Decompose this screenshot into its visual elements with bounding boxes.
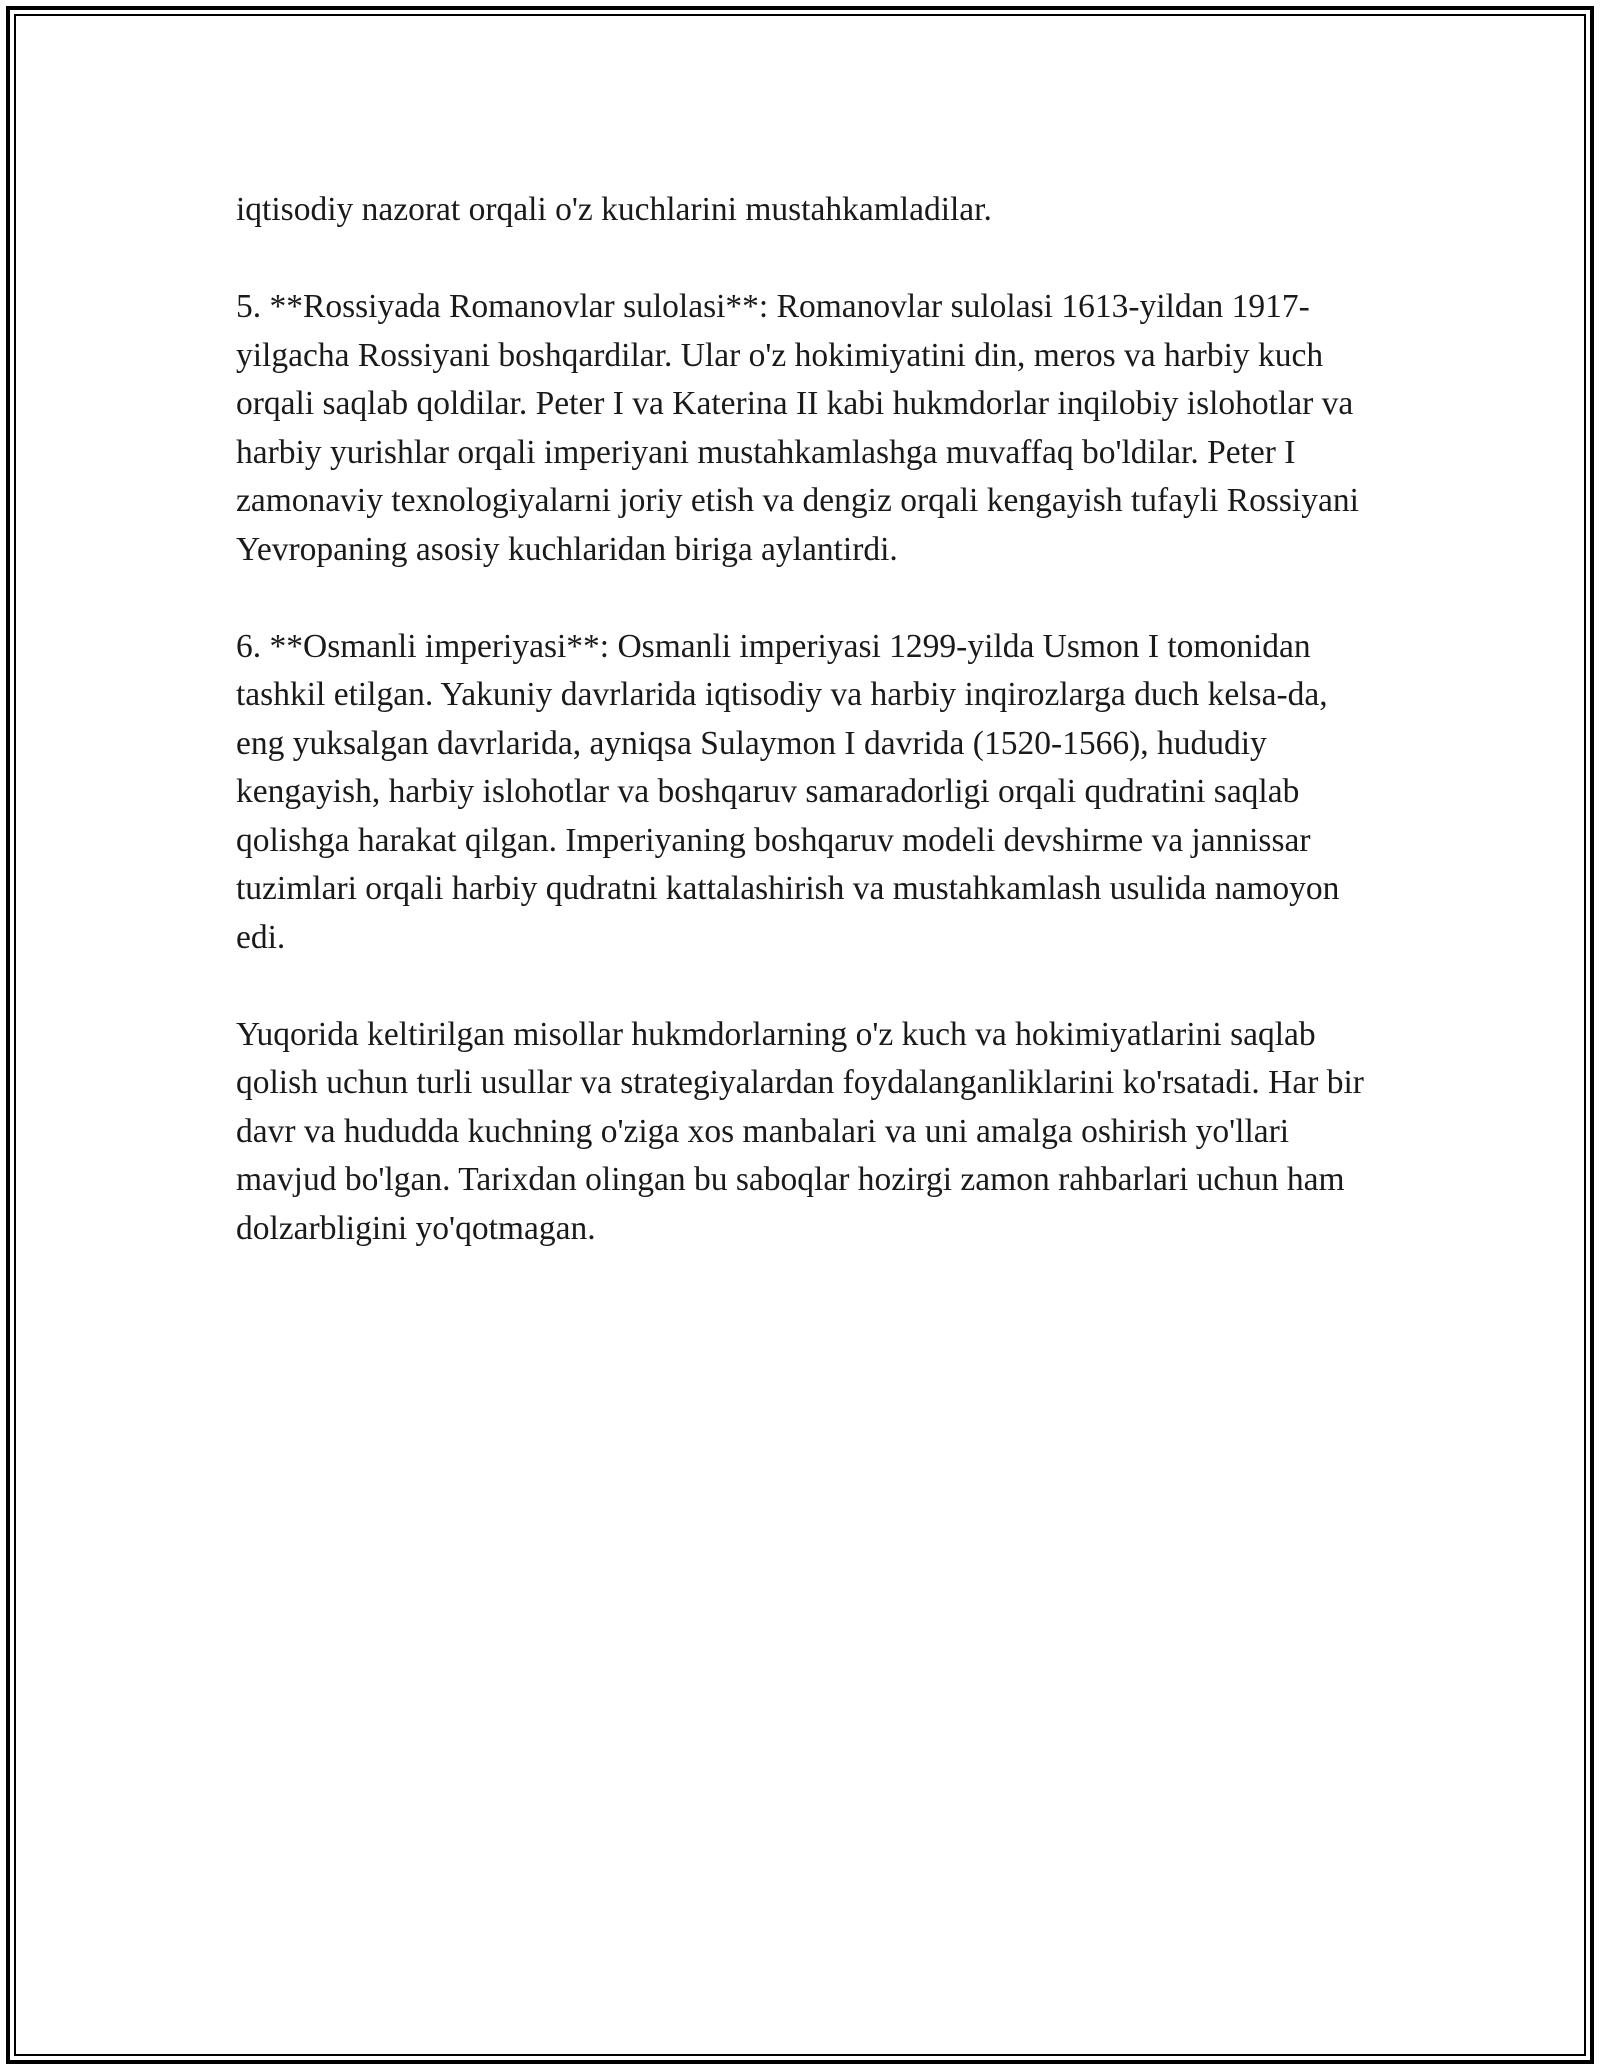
document-body xyxy=(236,186,1366,1302)
paragraph-continuation: iqtisodiy nazorat orqali o'z kuchlarini mustahkamladilar. xyxy=(236,191,992,228)
paragraph-romanov-dynasty: 5. **Rossiyada Romanovlar sulolasi**: Romanovlar sulolasi 1613-yildan 1917-yilgacha Rossiyani boshqardilar. Ular o'z hokimiyatini din, meros va harbiy kuch orqali saqlab qoldilar. Peter I va Katerina II kabi hukmdorlar inqilobiy islohotlar va harbiy yurishlar orqali imperiyani mustahkamlashga muvaffaq bo'ldilar. Peter I zamonaviy texnologiyalarni joriy etish va dengiz orqali kengayish tufayli Rossiyani Yevropaning asosiy kuchlaridan biriga aylantirdi. xyxy=(236,288,1359,568)
paragraph-ottoman-empire: 6. **Osmanli imperiyasi**: Osmanli imperiyasi 1299-yilda Usmon I tomonidan tashkil etilgan. Yakuniy davrlarida iqtisodiy va harbiy inqirozlarga duch kelsa-da, eng yuksalgan davrlarida, ayniqsa Sulaymon I davrida (1520-1566), hududiy kengayish, harbiy islohotlar va boshqaruv samaradorligi orqali qudratini saqlab qolishga harakat qilgan. Imperiyaning boshqaruv modeli devshirme va jannissar tuzimlari orqali harbiy qudratni kattalashirish va mustahkamlash usulida namoyon edi. xyxy=(236,627,1340,956)
paragraph-conclusion: Yuqorida keltirilgan misollar hukmdorlarning o'z kuch va hokimiyatlarini saqlab qolish uchun turli usullar va strategiyalardan foydalanganliklarini ko'rsatadi. Har bir davr va hududda kuchning o'ziga xos manbalari va uni amalga oshirish yo'llari mavjud bo'lgan. Tarixdan olingan bu saboqlar hozirgi zamon rahbarlari uchun ham dolzarbligini yo'qotmagan. xyxy=(236,1015,1364,1247)
